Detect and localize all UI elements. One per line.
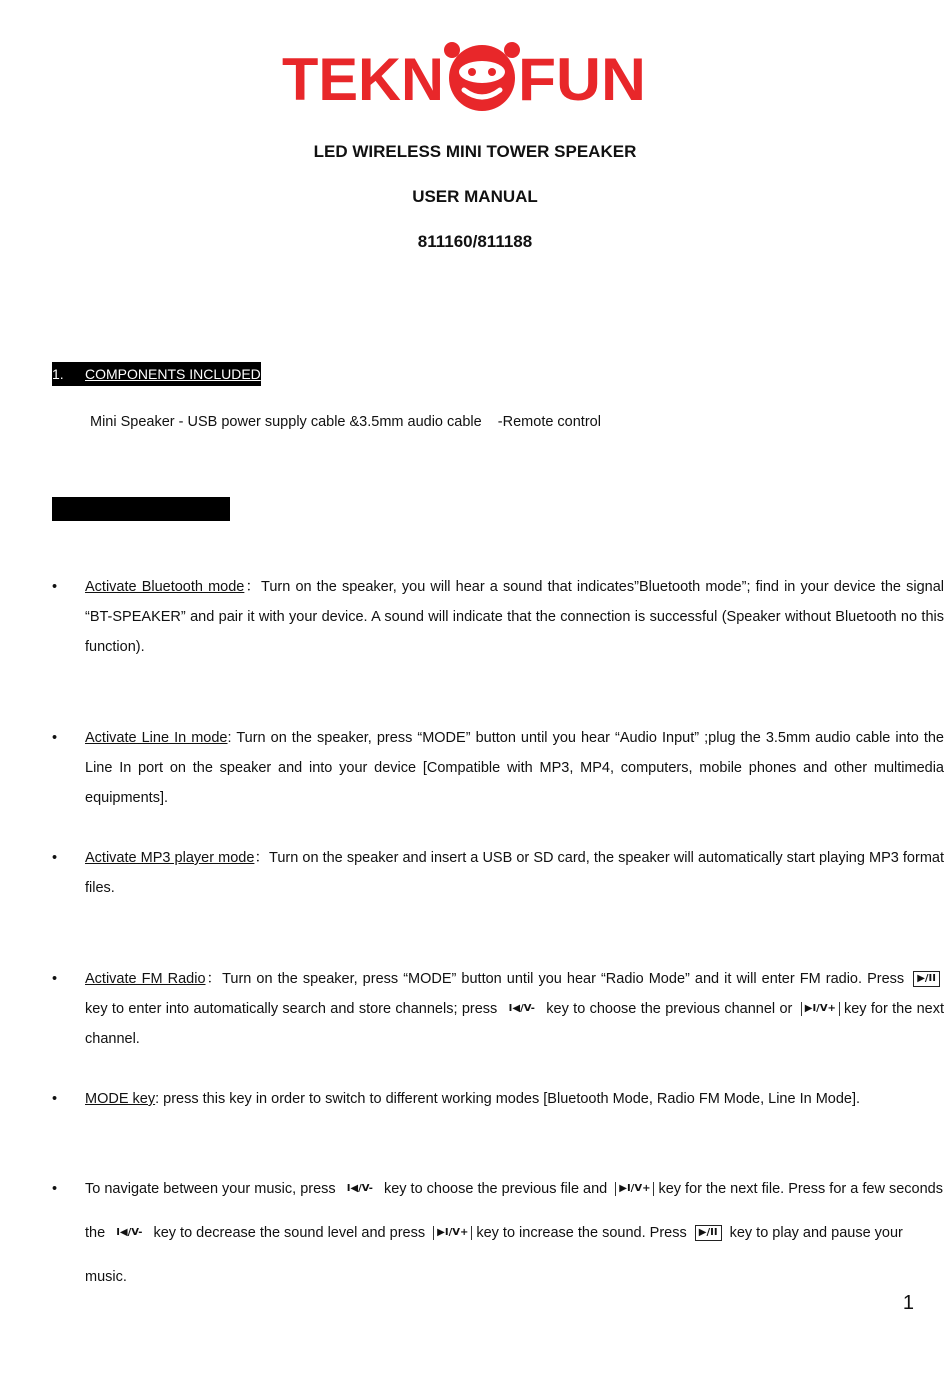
bullet-marker: • (52, 579, 58, 595)
bullet-marker: • (52, 850, 58, 866)
bullet-marker: • (52, 1181, 58, 1197)
logo-text-right: FUN (518, 46, 646, 112)
bullet-text: Turn on the speaker, you will hear a sound that indicates”Bluetooth mode”; find in your device the signal “BT-SPEAKER” and pair it with your device. A sound will indicate that the connection is successful (Speaker without Bluetooth no this function). (85, 579, 945, 655)
components-list: Mini Speaker - USB power supply cable &3.5mm audio cable -Remote control (90, 414, 601, 430)
bullet-text: Turn on the speaker and insert a USB or SD card, the speaker will automatically start playing MP3 format files. (85, 850, 944, 896)
bullet-mode-key (85, 1084, 944, 1114)
bullet-mp3-mode: Activate MP3 player mode：Turn on the speaker and insert a USB or SD card, the speaker will automatically start playing MP3 format files. (85, 850, 944, 896)
bullet-label: Activate Line In mode (85, 730, 228, 746)
bullet-marker: • (52, 971, 58, 987)
section-heading-operation (52, 497, 231, 541)
logo-text-left: TEKN (282, 46, 444, 112)
bullet-bluetooth-mode: Activate Bluetooth mode：Turn on the speaker, you will hear a sound that indicates”Bluetooth mode”; find in your device the signal “BT-SPEAKER” and pair it with your device. A sound will indicate that the connection is successful (Speaker without Bluetooth no this function). (85, 579, 945, 655)
bullet-line-in-mode: Activate Line In mode: Turn on the speaker, press “MODE” button until you hear “Audio Input” ;plug the 3.5mm audio cable into the Line In port on the speaker and into your device [Compatible with MP3, MP4, computers, mobile phones and other multimedia equipments]. (85, 730, 944, 806)
next-key-icon: ▶I/V+ (615, 1182, 654, 1196)
play-pause-key-icon: ▶/II (913, 971, 940, 987)
bullet-label: Activate Bluetooth mode (85, 579, 245, 595)
bullet-fm-radio: Activate FM Radio：Turn on the speaker, press “MODE” button until you hear “Radio Mode” and it will enter FM radio. Press ▶/II key to enter into automatically search and store channels; press I◀/V- key to choose the previous channel or ▶I/V+ key for the next channel. (85, 971, 945, 1047)
bullet-label: Activate MP3 player mode (85, 850, 255, 866)
teknofun-logo (282, 40, 648, 112)
bullet-marker: • (52, 1091, 58, 1107)
play-pause-key-icon: ▶/II (695, 1225, 722, 1241)
bullet-text: : press this key in order to switch to different working modes [Bluetooth Mode, Radio FM Mode, Line In Mode]. (155, 1091, 861, 1107)
bullet-label: MODE key (85, 1091, 156, 1107)
section-number: 1. (52, 366, 64, 382)
section-title: COMPONENTS INCLUDED (85, 366, 261, 382)
section-number: 2. (59, 525, 72, 541)
previous-key-icon: I◀/V- (346, 1183, 373, 1195)
document-subtitle: USER MANUAL (412, 187, 538, 206)
bullet-marker: • (52, 730, 58, 746)
bullet-text: Turn on the speaker, press “MODE” button until you hear “Audio Input” ;plug the 3.5mm audio cable into the Line In port on the speaker and into your device [Compatible with MP3, MP4, computers, mobile phones and other multimedia equipments]. (85, 730, 944, 806)
volume-up-key-icon: ▶I/V+ (433, 1226, 472, 1240)
model-numbers: 811160/811188 (417, 232, 533, 251)
section-heading-components (52, 362, 261, 386)
previous-key-icon: I◀/V- (508, 1003, 535, 1015)
logo-mascot-face (444, 42, 520, 111)
document-title: LED WIRELESS MINI TOWER SPEAKER (313, 142, 637, 161)
page-number: 1 (902, 1292, 914, 1314)
section-title: OPERATION GUIDE (92, 525, 231, 541)
bullet-navigation: To navigate between your music, press I◀/V- key to choose the previous file and ▶I/V+ key for the next file. Press for a few seconds the I◀/V- key to decrease the sound level and press ▶I/V+ key to increase the sound. Press ▶/II key to play and pause your music. (85, 1181, 943, 1285)
bullet-label: Activate FM Radio (85, 971, 206, 987)
next-key-icon: ▶I/V+ (801, 1002, 840, 1016)
volume-down-key-icon: I◀/V- (116, 1227, 143, 1239)
